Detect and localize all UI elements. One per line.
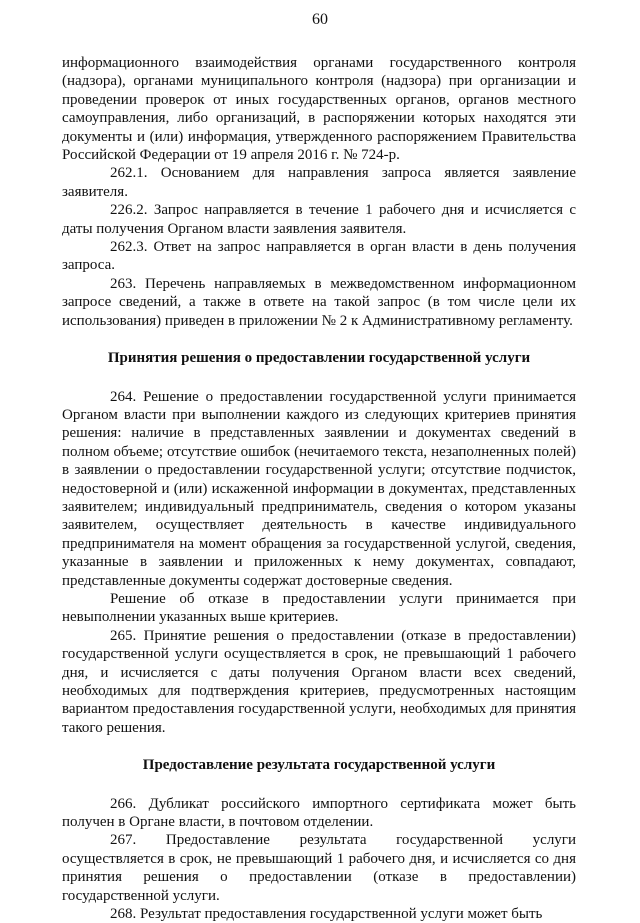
paragraph-continuation: информационного взаимодействия органами государственного контроля (надзора), органами муниципального контроля (надзора) при организации и проведении проверок от иных государственных органов, органов местного самоуправления, либо организаций, в распоряжении которых находятся эти документы и (или) информация, утвержденного распоряжением Правительства Российской Федерации от 19 апреля 2016 г. № 724-р. [62, 55, 576, 164]
paragraph-265: 265. Принятие решения о предоставлении (отказе в предоставлении) государственной услуги осуществляется в срок, не превышающий 1 рабочего дня, и исчисляется с даты получения Органом власти всех сведений, необходимых для подтверждения критериев, предусмотренных настоящим вариантом предоставления государственной услуги, необходимых для принятия такого решения. [62, 627, 576, 736]
section-heading-result: Предоставление результата государственной услуги [142, 757, 496, 774]
paragraph-264: 264. Решение о предоставлении государственной услуги принимается Органом власти при выполнении каждого из следующих критериев принятия решения: наличие в представленных заявлении и документах сведений в полном объеме; отсутствие ошибок (нечитаемого текста, незаполненных полей) в заявлении о предоставлении государственной услуги; отсутствие подчисток, недостоверной и (или) искаженной информации в документах, представленных заявителем; индивидуальный предприниматель, сведения о котором указаны заявителем, осуществляет деятельность в качестве индивидуального предпринимателя на момент обращения за государственной услугой, сведения, указанные в заявлении и приложенных к нему документах, совпадают, представленные документы содержат достоверные сведения. [62, 388, 576, 589]
paragraph-267: 267. Предоставление результата государственной услуги осуществляется в срок, не превышающий 1 рабочего дня, и исчисляется со дня принятия решения о предоставлении (отказе в предоставлении) государственной услуги. [62, 832, 576, 904]
paragraph-262-3: 262.3. Ответ на запрос направляется в орган власти в день получения запроса. [62, 239, 576, 274]
paragraph-262-1: 262.1. Основанием для направления запроса является заявление заявителя. [62, 165, 576, 200]
section-heading-decision: Принятия решения о предоставлении государственной услуги [107, 350, 531, 367]
paragraph-refusal: Решение об отказе в предоставлении услуги принимается при невыполнении указанных выше критериев. [62, 590, 576, 626]
paragraph-263: 263. Перечень направляемых в межведомственном информационном запросе сведений, а также в ответе на такой запрос (в том числе цели их использования) приведен в приложении № 2 к Административному регламенту. [62, 275, 576, 329]
page-number: 60 [312, 11, 328, 28]
paragraph-266: 266. Дубликат российского импортного сертификата может быть получен в Органе власти, в почтовом отделении. [62, 795, 576, 831]
document-body [62, 54, 576, 923]
paragraph-268: 268. Результат предоставления государственной услуги может быть [110, 906, 543, 923]
paragraph-226-2: 226.2. Запрос направляется в течение 1 рабочего дня и исчисляется с даты получения Органом власти заявления заявителя. [62, 202, 576, 237]
